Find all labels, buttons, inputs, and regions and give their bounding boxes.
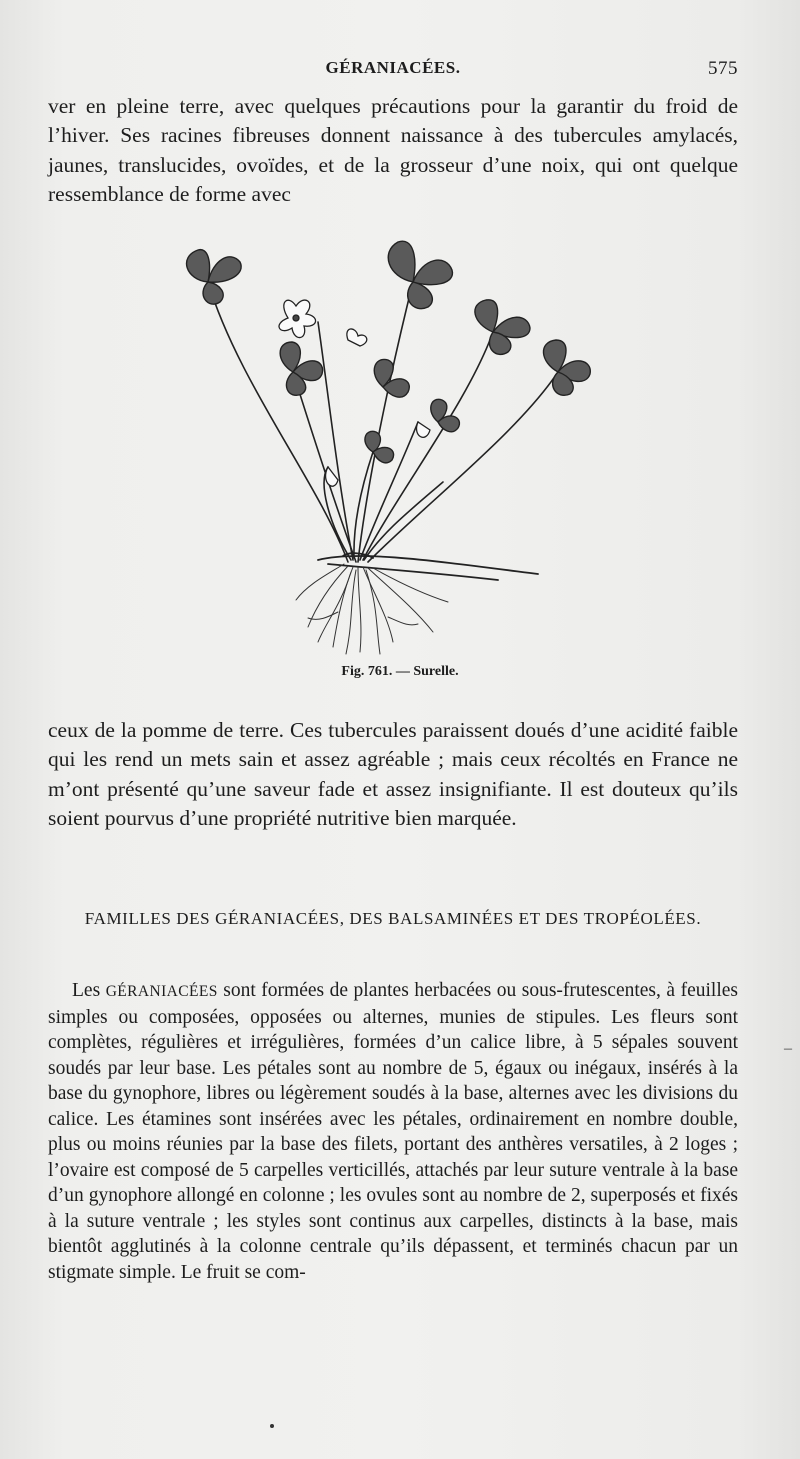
- ink-dot: [270, 1424, 274, 1428]
- oxalis-plant-illustration: [168, 222, 608, 660]
- section-heading: FAMILLES DES GÉRANIACÉES, DES BALSAMINÉES ET DES TROPÉOLÉES.: [84, 909, 702, 928]
- running-head-title: GÉRANIACÉES.: [325, 58, 461, 77]
- family-name-smallcaps: GÉRANIACÉES: [105, 983, 218, 1000]
- page-number: 575: [708, 58, 738, 79]
- paragraph-body-text: sont formées de plantes herbacées ou sous-frutescentes, à feuilles simples ou composées, opposées ou alternes, munies de stipules. Les fleurs sont complètes, régulières et irrégulières, formées d’un calice libre, à 5 sépales souvent soudés par leur base. Les pétales sont au nombre de 5, égaux ou inégaux, insérés à la base du gynophore, libres ou légèrement soudés à la base, alternes avec les divisions du calice. Les étamines sont insérées avec les pétales, ordinairement en nombre double, plus ou moins réunies par la base des filets, portant des anthères versatiles, à 2 loges ; l’ovaire est composé de 5 carpelles verticillés, attachés par leur suture ventrale à la base d’un gynophore allongé en colonne ; les ovules sont au nombre de 2, superposés et fixés à la suture ventrale ; les styles sont continus aux carpelles, distincts à la base, mais bientôt agglutinés à la colonne centrale qu’ils dépassent, et terminés chacun par un stigmate simple. Le fruit se com-: [48, 980, 739, 1283]
- figure-caption: Fig. 761. — Surelle.: [341, 664, 459, 679]
- oxalis-plant-icon: [168, 222, 608, 660]
- paragraph-tubers-taste: ceux de la pomme de terre. Ces tubercules paraissent doués d’une acidité faible qui les rend un mets sain et assez agréable ; mais ceux récoltés en France ne m’ont présenté qu’une saveur fade et assez insignifiante. Il est douteux qu’ils soient pourvus d’une propriété nutritive bien marquée.: [48, 718, 738, 831]
- paragraph-tubers-intro: ver en pleine terre, avec quelques précautions pour la garantir du froid de l’hiver. Ses racines fibreuses donnent naissance à des tubercules amylacés, jaunes, translucides, ovoïdes, et de la grosseur d’une noix, qui ont quelque ressemblance de forme avec: [48, 94, 738, 207]
- margin-mark: –: [784, 1040, 792, 1057]
- paragraph-geraniaceae-description: [48, 978, 738, 1285]
- paragraph-lead-word: Les: [72, 980, 101, 1001]
- running-head: [48, 54, 738, 82]
